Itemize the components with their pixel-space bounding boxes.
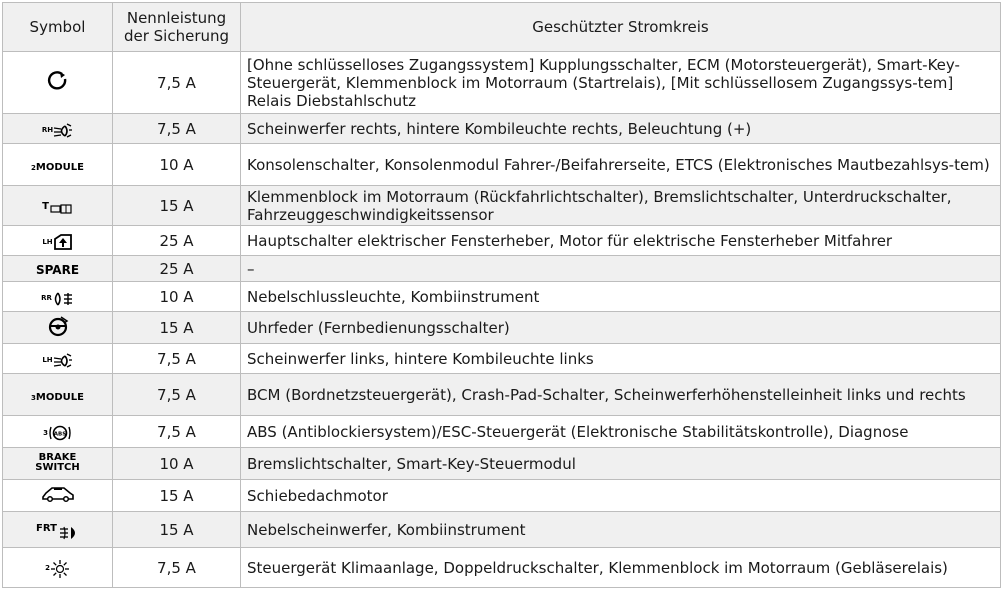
abs-3-icon: 3 ABS — [43, 424, 72, 442]
symbol-cell — [3, 312, 113, 344]
header-rating: Nennleistung der Sicherung — [113, 3, 241, 52]
table-row — [3, 480, 1001, 512]
climate-2-icon: 2 — [45, 559, 70, 579]
table-row — [3, 256, 1001, 282]
symbol-cell — [3, 416, 113, 448]
rating-cell: 7,5 A — [113, 52, 241, 114]
front-fog-icon: FRT — [36, 524, 79, 542]
table-row — [3, 226, 1001, 256]
rating-cell: 15 A — [113, 312, 241, 344]
table-row — [3, 416, 1001, 448]
rating-cell: 10 A — [113, 144, 241, 186]
spare-icon: SPARE — [35, 262, 80, 277]
symbol-cell — [3, 480, 113, 512]
rating-cell: 25 A — [113, 256, 241, 282]
symbol-cell — [3, 374, 113, 416]
table-row — [3, 512, 1001, 548]
circuit-cell: Scheinwerfer rechts, hintere Kombileuchte rechts, Beleuchtung (+) — [241, 114, 1001, 144]
symbol-cell — [3, 186, 113, 226]
power-window-lh-icon: LH — [42, 233, 72, 251]
rating-cell: 7,5 A — [113, 114, 241, 144]
sunroof-icon — [41, 489, 75, 507]
module-3-icon: 3 MODULE — [31, 392, 84, 403]
symbol-cell — [3, 114, 113, 144]
symbol-cell — [3, 448, 113, 480]
circuit-cell: Nebelschlussleuchte, Kombiinstrument — [241, 282, 1001, 312]
rating-cell: 7,5 A — [113, 374, 241, 416]
rating-cell: 10 A — [113, 448, 241, 480]
table-row — [3, 374, 1001, 416]
circuit-cell: BCM (Bordnetzsteuergerät), Crash-Pad-Schalter, Scheinwerferhöhenstelleinheit links und rechts — [241, 374, 1001, 416]
circuit-cell: – — [241, 256, 1001, 282]
symbol-cell — [3, 144, 113, 186]
symbol-cell — [3, 512, 113, 548]
rating-cell: 7,5 A — [113, 548, 241, 588]
circuit-cell: ABS (Antiblockiersystem)/ESC-Steuergerät (Elektronische Stabilitätskontrolle), Diagnose — [241, 416, 1001, 448]
circuit-cell: [Ohne schlüsselloses Zugangssystem] Kupplungsschalter, ECM (Motorsteuergerät), Smart-Key-Steuergerät, Klemmenblock im Motorraum (Startrelais), [Mit schlüssellosem Zugangssys-tem] Relais Diebstahlschutz — [241, 52, 1001, 114]
rating-cell: 7,5 A — [113, 344, 241, 374]
circuit-cell: Bremslichtschalter, Smart-Key-Steuermodul — [241, 448, 1001, 480]
circuit-cell: Nebelscheinwerfer, Kombiinstrument — [241, 512, 1001, 548]
circuit-cell: Steuergerät Klimaanlage, Doppeldruckschalter, Klemmenblock im Motorraum (Gebläserelais) — [241, 548, 1001, 588]
headlamp-rh-icon: RH — [42, 123, 73, 139]
transmission-icon: T — [42, 202, 73, 216]
symbol-cell — [3, 344, 113, 374]
brake-switch-icon: BRAKE SWITCH — [35, 452, 80, 473]
header-row — [3, 3, 1001, 52]
rating-cell: 15 A — [113, 186, 241, 226]
circuit-cell: Uhrfeder (Fernbedienungsschalter) — [241, 312, 1001, 344]
table-row — [3, 144, 1001, 186]
header-circuit: Geschützter Stromkreis — [241, 3, 1001, 52]
table-row — [3, 312, 1001, 344]
table-row — [3, 448, 1001, 480]
symbol-cell — [3, 226, 113, 256]
rating-cell: 10 A — [113, 282, 241, 312]
symbol-cell — [3, 548, 113, 588]
header-symbol: Symbol — [3, 3, 113, 52]
steering-wheel-icon — [47, 323, 69, 341]
circuit-cell: Klemmenblock im Motorraum (Rückfahrlichtschalter), Bremslichtschalter, Unterdruckschalter, Fahrzeuggeschwindigkeitssensor — [241, 186, 1001, 226]
symbol-cell — [3, 282, 113, 312]
rear-fog-icon: RR — [41, 291, 74, 307]
circuit-cell: Scheinwerfer links, hintere Kombileuchte links — [241, 344, 1001, 374]
circuit-cell: Schiebedachmotor — [241, 480, 1001, 512]
rating-cell: 7,5 A — [113, 416, 241, 448]
rating-cell: 15 A — [113, 512, 241, 548]
circuit-cell: Hauptschalter elektrischer Fensterheber, Motor für elektrische Fensterheber Mitfahrer — [241, 226, 1001, 256]
headlamp-lh-icon: LH — [42, 353, 72, 369]
symbol-cell — [3, 256, 113, 282]
rating-cell: 25 A — [113, 226, 241, 256]
table-row — [3, 344, 1001, 374]
table-row — [3, 186, 1001, 226]
fuse-table — [2, 2, 1001, 588]
module-2-icon: 2 MODULE — [31, 162, 84, 173]
circuit-cell: Konsolenschalter, Konsolenmodul Fahrer-/Beifahrerseite, ETCS (Elektronisches Mautbezahlsys-tem) — [241, 144, 1001, 186]
symbol-cell — [3, 52, 113, 114]
start-stop-icon — [47, 78, 69, 96]
table-row — [3, 114, 1001, 144]
table-row — [3, 548, 1001, 588]
svg-text:ABS: ABS — [53, 431, 67, 438]
rating-cell: 15 A — [113, 480, 241, 512]
table-row — [3, 52, 1001, 114]
table-row — [3, 282, 1001, 312]
